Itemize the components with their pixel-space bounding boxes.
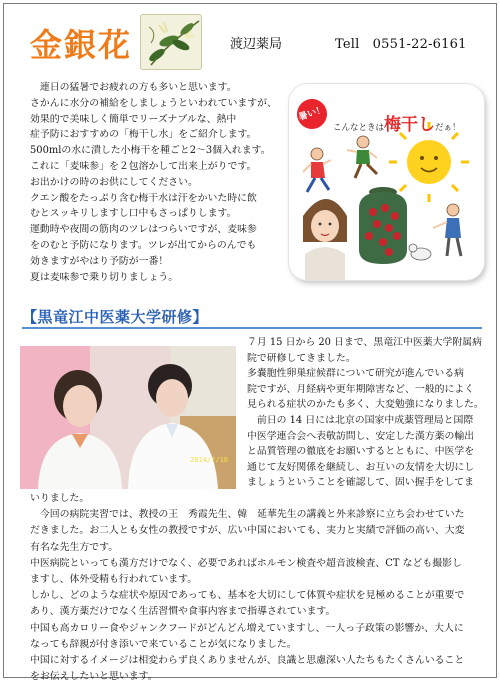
body-line: と品質管理の徹底をお願いするとともに、中医学を (247, 446, 475, 458)
body-line: だきました。お二人とも女性の教授ですが、広い中国においても、実力と実績で評価の高い、大変 (30, 525, 465, 537)
section-title: 【黒竜江中医薬大学研修】 (22, 308, 209, 326)
section-divider (22, 327, 482, 329)
phone-number: Tell 0551-22-6161 (335, 37, 467, 52)
newsletter-page (3, 3, 497, 683)
body-line: 今回の病院実習では、教授の王 秀霞先生、韓 延華先生の講義と外来診察に立ち会わせていた (30, 509, 465, 521)
runner-figure (347, 136, 377, 178)
pharmacy-name: 渡辺薬局 (230, 37, 283, 52)
honeysuckle-logo-image (140, 14, 202, 70)
body-line: 通じて友好関係を継続し、お互いの友情を大切にし (247, 461, 475, 473)
body-line: 多嚢胞性卵巣症候群について研究が進んでいる病 (247, 368, 465, 380)
body-line: 院で研修してきました。 (247, 352, 356, 364)
hot-badge: 暑い！ (293, 95, 331, 133)
body-line: 前日の 14 日には北京の国家中成薬管理局と国際 (247, 414, 474, 426)
illustration-heading-main: 梅干し (384, 115, 436, 135)
man-with-dog-figure (409, 204, 461, 260)
intro-line: 効きますがやはり予防が一番！ (30, 255, 169, 267)
illustration-heading-post: だぁ！ (435, 123, 461, 133)
body-line: 院ですが、月経病や更年期障害など、一般的によく (247, 383, 475, 395)
body-line: 中国も高カロリー食やジャンクフードがどんどん増えていますし、一人っ子政策の影響か、大人に (30, 622, 464, 634)
runner-figure (303, 148, 331, 192)
training-text-full (30, 491, 485, 685)
intro-line: 症予防におすすめの「梅干し水」をご紹介します。 (30, 129, 257, 141)
header (4, 4, 496, 74)
intro-line: お出かけの時のお供にしてください。 (30, 176, 198, 188)
intro-text (30, 80, 285, 285)
intro-line: 連日の猛暑でお疲れの方も多いと思います。 (30, 82, 237, 93)
body-line: をお伝えしたいと思います。 (30, 671, 158, 683)
body-line: 中医学連合会へ表敬訪問し、安定した漢方薬の輸出 (247, 430, 475, 442)
body-line: ますし、体外受精も行われています。 (30, 574, 198, 586)
training-text-side (247, 335, 487, 491)
body-line: いりました。 (30, 493, 90, 504)
illustration-heading (333, 110, 461, 135)
body-line: あり、漢方薬だけでなく生活習慣や食事内容まで指導されています。 (30, 606, 336, 618)
logo-title: 金銀花 (30, 26, 133, 64)
body-line: ７月 15 日から 20 日まで、黒竜江中医薬大学附属病 (247, 337, 482, 348)
illustration-heading-pre: こんなときは (333, 123, 385, 133)
body-line: 中医病院といっても漢方だけでなく、必要であればホルモン検査や超音波検査、CT なども撮影し (30, 557, 462, 569)
intro-line: をのむと予防になります。ツレが出てからのんでも (30, 239, 257, 251)
intro-line: 500mlの水に潰した小梅干を種ごと2〜3個入れます。 (30, 145, 271, 157)
umeboshi-illustration (289, 84, 484, 280)
body-line: 見られる症状のかたも多く、大変勉強になりました。 (247, 399, 484, 411)
intro-line: 運動時や夜間の筋肉のツレはつらいですが、麦味参 (30, 224, 257, 236)
training-photo (20, 346, 236, 489)
woman-figure (303, 199, 347, 280)
body-line: 有名な先生方です。 (30, 541, 119, 553)
intro-line: クエン酸をたっぷり含む梅干水は汗をかいた時に飲 (30, 192, 257, 204)
intro-line: これに「麦味参」を２包溶かして出来上がりです。 (30, 160, 257, 172)
body-line: しかし、どのような症状や原因であっても、基本を大切にして体質や症状を見極めることが重要で (30, 590, 465, 602)
intro-line: さかんに水分の補給をしましょうといわれていますが、効果的で美味しく簡単でリーズナブルな、熱中 (30, 97, 277, 125)
umeboshi-jar (359, 187, 407, 264)
photo-date-stamp: 2014/7/18 (190, 456, 228, 464)
body-line: なっても辞親が付き添いで来ていることが気になりました。 (30, 638, 297, 650)
intro-line: 夏は麦味参で乗り切りましょう。 (30, 271, 179, 283)
body-line: ましょうということを確認して、固い握手をしてま (247, 477, 474, 489)
intro-line: むとスッキリしますし口中もさっぱりします。 (30, 208, 237, 220)
body-line: 中国に対するイメージは相変わらず良くありませんが、良識と思慮深い人たちもたくさんいること (30, 655, 465, 667)
